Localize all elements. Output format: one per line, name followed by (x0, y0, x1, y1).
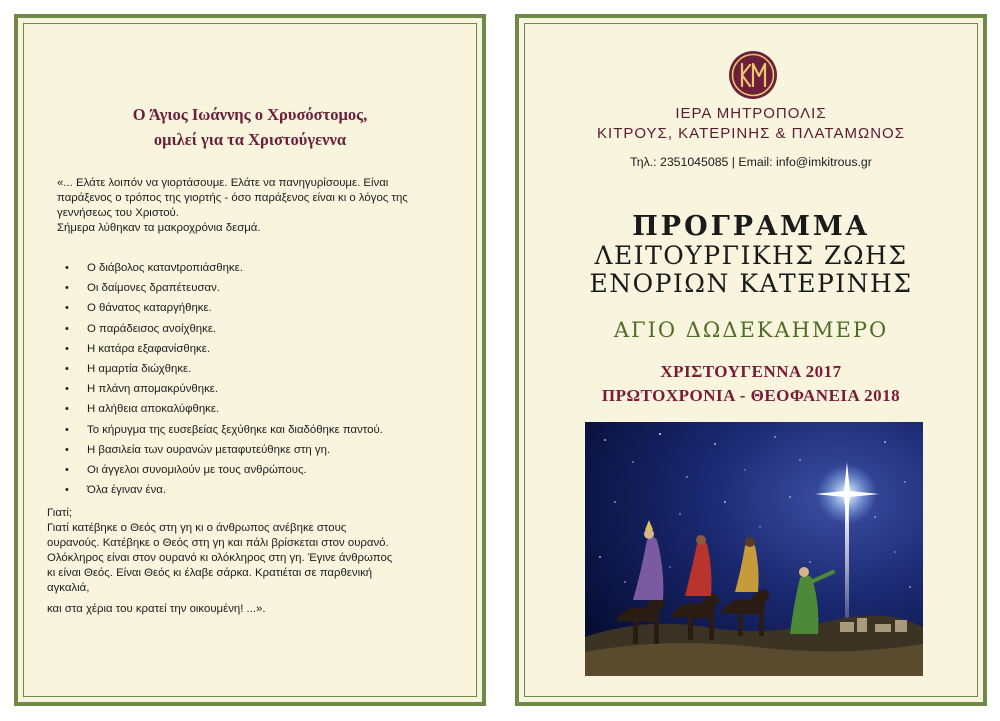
quote-intro (57, 176, 465, 236)
program-line-1: ΠΡΟΓΡΑΜΜΑ (632, 211, 870, 242)
bullet-item: • Η αμαρτία διώχθηκε. (63, 359, 473, 379)
org-line-2: ΚΙΤΡΟΥΣ, ΚΑΤΕΡΙΝΗΣ & ΠΛΑΤΑΜΩΝΟΣ (597, 125, 905, 142)
magi-illustration (585, 422, 923, 676)
intro-line: παράξενος ο τρόπος της γιορτής - όσο παράξενος είναι κι ο λόγος της (57, 192, 408, 204)
org-line-1: ΙΕΡΑ ΜΗΤΡΟΠΟΛΙΣ (675, 105, 827, 122)
outro-line: ουρανούς. Κατέβηκε ο Θεός στη γη και πάλι βρίσκεται στον ουρανό. (47, 537, 389, 549)
bullet-item: • Η βασιλεία των ουρανών μεταφυτεύθηκε στη γη. (63, 440, 473, 460)
date-line-2: ΠΡΩΤΟΧΡΟΝΙΑ - ΘΕΟΦΑΝΕΙΑ 2018 (601, 386, 901, 405)
intro-line: γεννήσεως του Χριστού. (57, 207, 179, 219)
program-line-2: ΛΕΙΤΟΥΡΓΙΚΗΣ ΖΩΗΣ (594, 241, 908, 270)
metropolis-logo-icon (728, 50, 778, 100)
outro-line: αγκαλιά, (47, 582, 90, 594)
outro-line: κι είναι Θεός. Είναι Θεός κι έλαβε σάρκα. Κρατιέται σε παρθενική (47, 567, 373, 579)
dodekaimero-subtitle: ΑΓΙΟ ΔΩΔΕΚΑΗΜΕΡΟ (613, 318, 889, 342)
intro-line: «... Ελάτε λοιπόν να γιορτάσουμε. Ελάτε να πανηγυρίσουμε. Είναι (57, 177, 389, 189)
outro-line: Γιατί κατέβηκε ο Θεός στη γη κι ο άνθρωπος ανέβηκε στους (47, 522, 347, 534)
organization-name (519, 104, 983, 144)
quote-title-line-2: ομιλεί για τα Χριστούγεννα (153, 130, 347, 149)
right-page (515, 14, 987, 706)
bullet-item: • Η πλάνη απομακρύνθηκε. (63, 379, 473, 399)
intro-line: Σήμερα λύθηκαν τα μακροχρόνια δεσμά. (57, 222, 261, 234)
bullet-item: • Οι δαίμονες δραπέτευσαν. (63, 278, 473, 298)
date-line-1: ΧΡΙΣΤΟΥΓΕΝΝΑ 2017 (660, 362, 842, 381)
program-title (519, 211, 983, 298)
quote-title-line-1: Ο Άγιος Ιωάννης ο Χρυσόστομος, (132, 105, 368, 124)
bullet-item: • Οι άγγελοι συνομιλούν με τους ανθρώπους. (63, 460, 473, 480)
quote-title (18, 102, 482, 152)
star-of-bethlehem-icon (585, 422, 923, 676)
bullet-item: • Ο παράδεισος ανοίχθηκε. (63, 319, 473, 339)
outro-line: Ολόκληρος είναι στον ουρανό κι ολόκληρος στη γη. Έγινε άνθρωπος (47, 552, 393, 564)
left-page (14, 14, 486, 706)
bullet-item: • Ο διάβολος κατανtροπιάσθηκε. (63, 258, 473, 278)
bullet-item: • Η αλήθεια αποκαλύφθηκε. (63, 399, 473, 419)
contact-info: Τηλ.: 2351045085 | Email: info@imkitrous.gr (630, 155, 872, 169)
feast-dates (519, 360, 983, 408)
bullet-item: • Όλα έγιναν ένα. (63, 480, 473, 500)
metropolis-logo (728, 50, 778, 100)
program-line-3: ΕΝΟΡΙΩΝ ΚΑΤΕΡΙΝΗΣ (589, 269, 913, 298)
bullet-item: • Ο θάνατος καταργήθηκε. (63, 298, 473, 318)
quote-outro (47, 506, 477, 617)
outro-line: Γιατί; (47, 507, 73, 519)
bullet-item: • Η κατάρα εξαφανίσθηκε. (63, 339, 473, 359)
closing-line: και στα χέρια του κρατεί την οικουμένη! ...». (47, 603, 266, 615)
quote-bullet-list (63, 258, 473, 500)
bullet-item: • Το κήρυγμα της ευσεβείας ξεχύθηκε και διαδόθηκε παντού. (63, 420, 473, 440)
